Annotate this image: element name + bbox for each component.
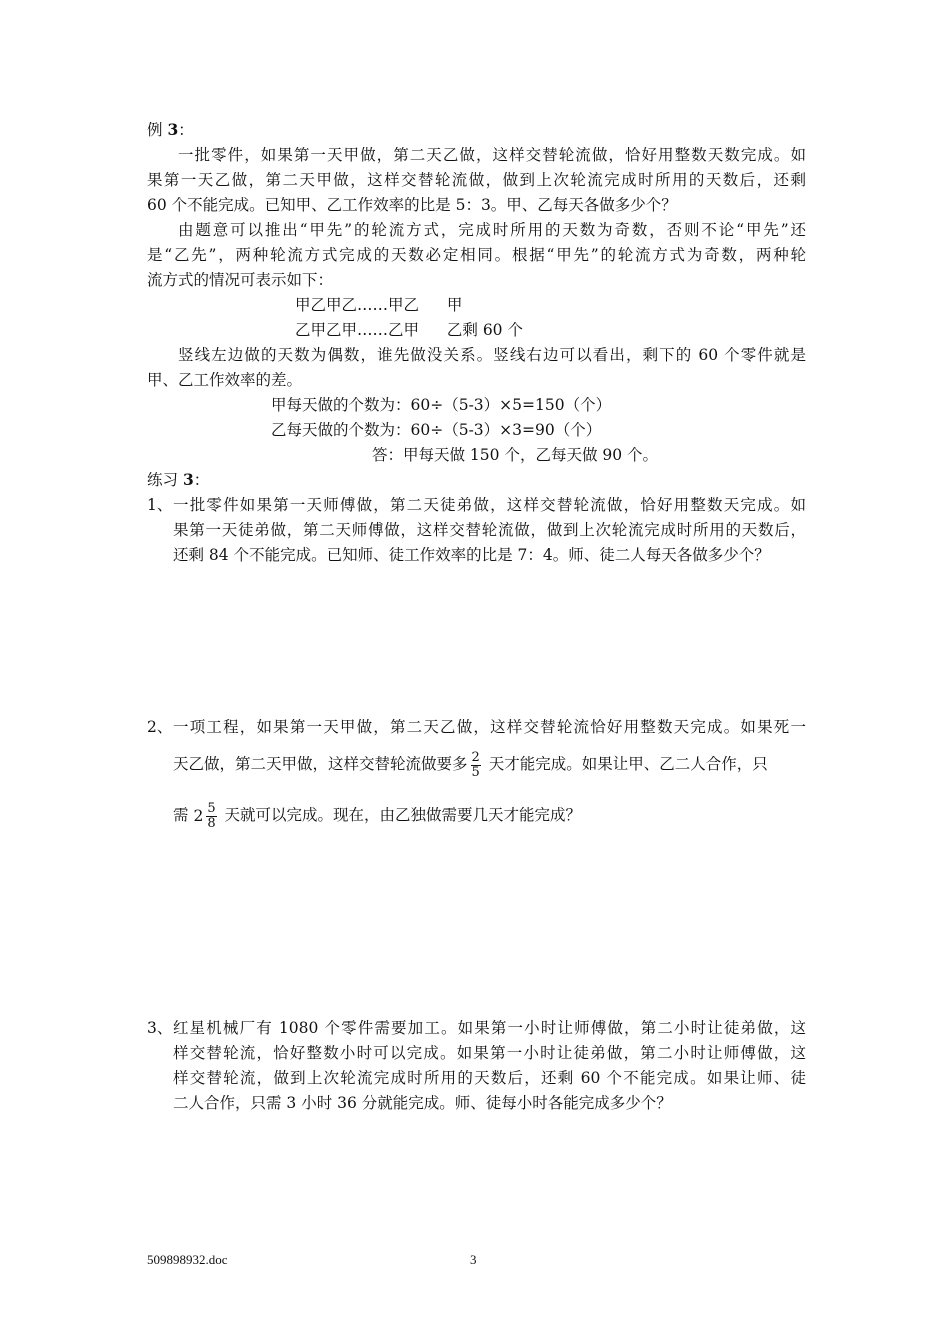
question-2-text: 天就可以完成。现在，由乙独做需要几天才能完成？ — [219, 806, 582, 824]
fraction-five-eighths — [206, 802, 216, 831]
example-heading-number: 3 — [167, 120, 179, 139]
question-1-number: 1、 — [147, 496, 173, 514]
sequence-row-2-right: 乙剩 60 个 — [446, 321, 523, 339]
example-analysis-line: 由题意可以推出“甲先”的轮流方式，完成时所用的天数为奇数，否则不论“甲先”还 — [178, 221, 806, 239]
question-2-line: 一项工程，如果第一天甲做，第二天乙做，这样交替轮流恰好用整数天完成。如果死一 — [173, 718, 806, 736]
question-3-line: 红星机械厂有 1080 个零件需要加工。如果第一小时让师傅做，第二小时让徒弟做，这 — [173, 1019, 806, 1037]
question-3-number: 3、 — [147, 1019, 173, 1037]
fraction-numerator: 2 — [471, 749, 480, 765]
question-3-line: 样交替轮流，做到上次轮流完成时所用的天数后，还剩 60 个不能完成。如果让师、徒 — [173, 1069, 806, 1087]
sequence-row-1 — [295, 293, 462, 317]
practice-heading-suffix: ： — [193, 471, 210, 489]
mixed-number-whole: 2 — [193, 807, 204, 825]
calculation-a: 甲每天做的个数为：60÷（5-3）×5=150（个） — [271, 396, 612, 414]
example-heading — [147, 118, 194, 142]
fraction-numerator: 5 — [207, 800, 216, 816]
example-problem-line: 60 个不能完成。已知甲、乙工作效率的比是 5：3。甲、乙每天各做多少个？ — [147, 196, 677, 214]
sequence-row-2 — [295, 318, 523, 342]
example-heading-prefix: 例 — [147, 121, 168, 139]
sequence-row-2-left: 乙甲乙甲……乙甲 — [295, 321, 420, 339]
example-problem-line: 一批零件，如果第一天甲做，第二天乙做，这样交替轮流做，恰好用整数天数完成。如 — [178, 146, 806, 164]
calculation-b: 乙每天做的个数为：60÷（5-3）×3=90（个） — [271, 421, 602, 439]
example-explanation-line: 甲、乙工作效率的差。 — [147, 371, 303, 389]
footer-filename: 509898932.doc — [147, 1252, 228, 1267]
example-problem-line: 果第一天乙做，第二天甲做，这样交替轮流做，做到上次轮流完成时所用的天数后，还剩 — [147, 171, 806, 189]
example-analysis-line: 是“乙先”，两种轮流方式完成的天数必定相同。根据“甲先”的轮流方式为奇数，两种轮 — [147, 246, 806, 264]
example-heading-suffix: ： — [178, 121, 194, 139]
question-2-line — [173, 748, 768, 780]
question-1-line: 一批零件如果第一天师傅做，第二天徒弟做，这样交替轮流做，恰好用整数天完成。如 — [173, 496, 806, 514]
fraction-two-fifths — [471, 751, 481, 780]
question-1-line: 还剩 84 个不能完成。已知师、徒工作效率的比是 7：4。师、徒二人每天各做多少个？ — [173, 546, 770, 564]
question-2-line — [173, 799, 581, 832]
practice-heading — [147, 468, 209, 492]
question-1-line: 果第一天徒弟做，第二天师傅做，这样交替轮流做，做到上次轮流完成时所用的天数后， — [173, 521, 806, 539]
fraction-denominator: 8 — [207, 815, 216, 831]
question-2-text: 天才能完成。如果让甲、乙二人合作，只 — [483, 755, 768, 773]
question-2-text: 天乙做，第二天甲做，这样交替轮流做要多 — [173, 755, 468, 773]
question-3-line: 二人合作，只需 3 小时 36 分就能完成。师、徒每小时各能完成多少个？ — [173, 1094, 672, 1112]
practice-heading-number: 3 — [182, 470, 194, 489]
practice-heading-prefix: 练习 — [147, 471, 183, 489]
question-3-line: 样交替轮流，恰好整数小时可以完成。如果第一小时让徒弟做，第二小时让师傅做，这 — [173, 1044, 806, 1062]
sequence-row-1-right: 甲 — [446, 296, 463, 314]
example-analysis-line: 流方式的情况可表示如下： — [147, 271, 334, 289]
fraction-denominator: 5 — [471, 764, 480, 780]
question-2-number: 2、 — [147, 718, 173, 736]
footer-page-number: 3 — [470, 1252, 477, 1267]
example-explanation-line: 竖线左边做的天数为偶数，谁先做没关系。竖线右边可以看出，剩下的 60 个零件就是 — [178, 346, 806, 364]
example-answer: 答：甲每天做 150 个，乙每天做 90 个。 — [372, 446, 659, 464]
sequence-row-1-left: 甲乙甲乙……甲乙 — [295, 296, 420, 314]
question-2-text: 需 — [173, 806, 194, 824]
